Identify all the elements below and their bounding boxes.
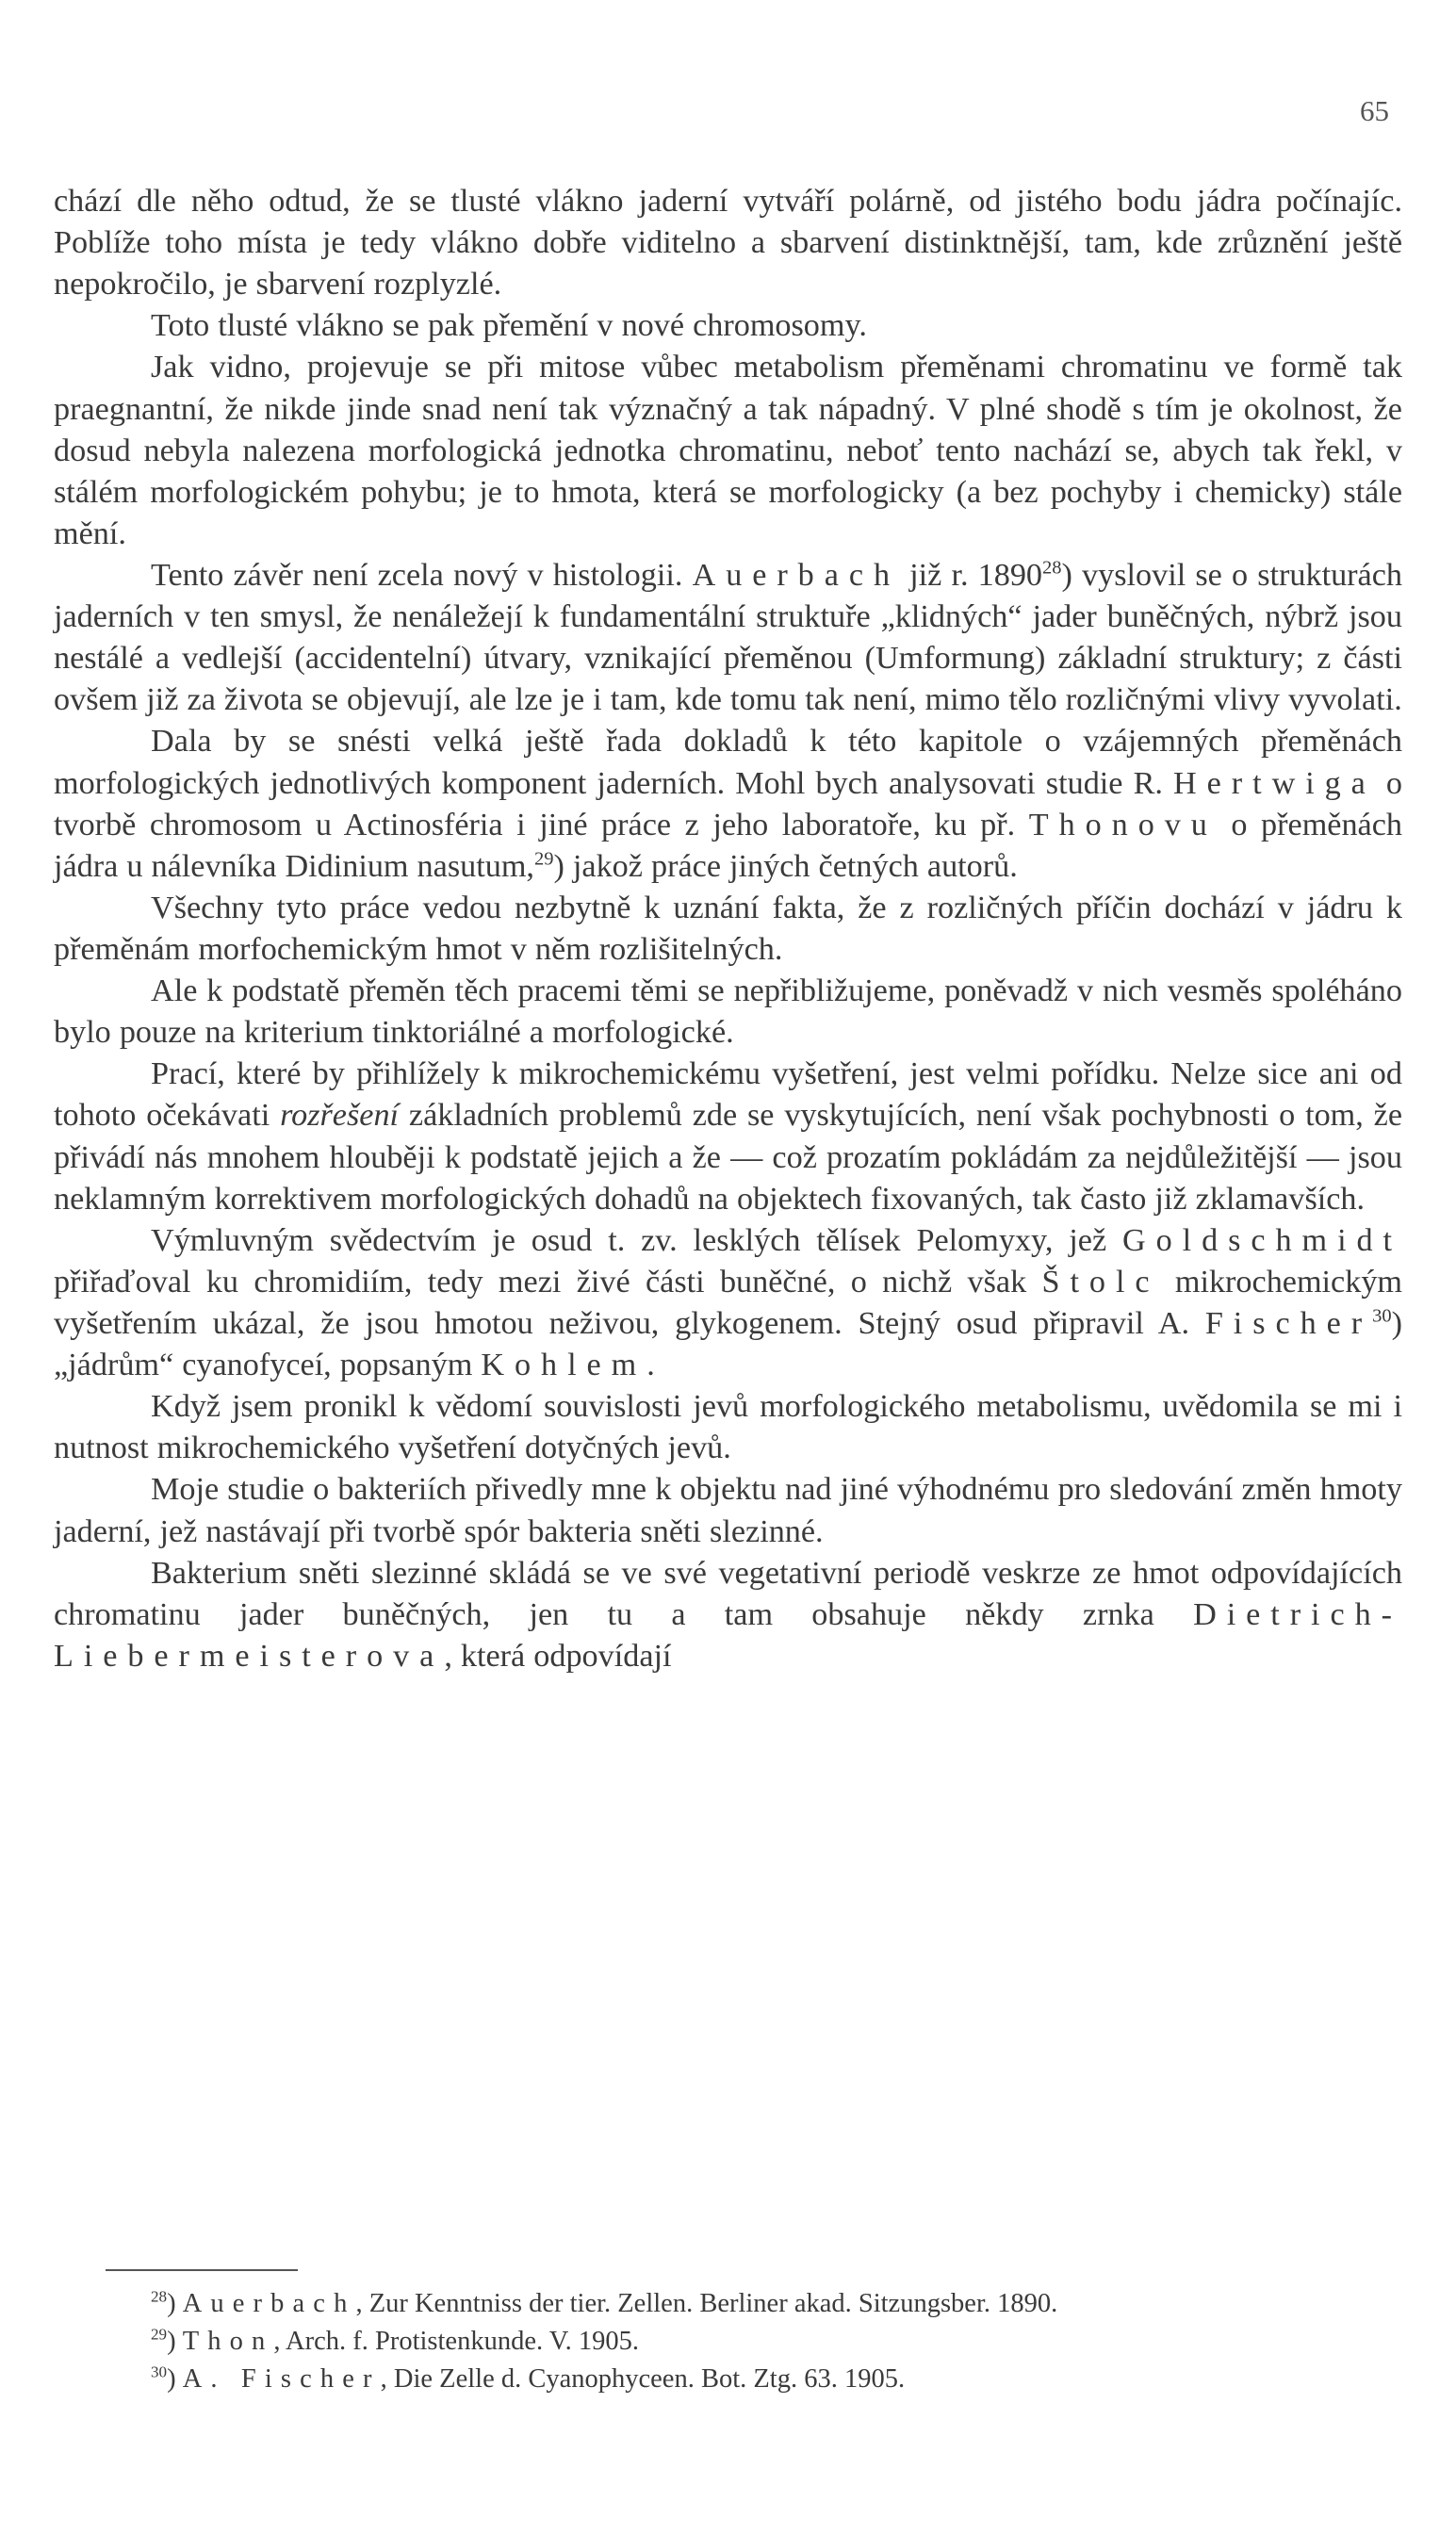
- author-name: Thonovu: [1028, 807, 1218, 842]
- author-name: Štolc: [1041, 1264, 1160, 1300]
- footnote-ref[interactable]: 29: [533, 848, 554, 870]
- author-name: Dietrich-Liebermeisterova: [54, 1596, 1402, 1674]
- body-text: [54, 181, 1402, 1677]
- footnote-author: A. Fischer: [182, 2363, 381, 2394]
- paragraph-1: chází dle něho odtud, že se tlusté vlákno jaderní vytváří polárně, od jistého bodu jádra počínajíc. Poblíže toho místa je tedy vlákno dobře viditelno a sbarvení distinktnější, tam, kde zrůznění ještě nepokročilo, je sbarvení rozplyzlé.: [54, 184, 1402, 302]
- footnote-30: $^{30}$) A. Fischer, Die Zelle d. Cyanophyceen. Bot. Ztg. 63. 1905.: [151, 2362, 906, 2394]
- paragraph-5: Dala by se snésti velká ještě řada dokladů k této kapitole o vzájemných přeměnách morfologických jednotlivých komponent jaderních. Mohl bych analysovati studie R. Hertwiga o tvorbě chromosom u Actinosféria i jiné práce z jeho laboratoře, ku př. Thonovu o přeměnách jádra u nálevníka Didinium nasutum,$^{29}$) jakož práce jiných četných autorů.: [54, 724, 1403, 884]
- footnote-mark: 29: [151, 2325, 168, 2344]
- paragraph-11: Moje studie o bakteriích přivedly mne k objektu nad jiné výhodnému pro sledování změn hmoty jaderní, jež nastávají při tvorbě spór bakteria sněti slezinné.: [54, 1472, 1402, 1549]
- paragraph-8: Prací, které by přihlížely k mikrochemickému vyšetření, jest velmi pořídku. Nelze sice ani od tohoto očekávati rozřešení základních problemů zde se vyskytujících, není však pochybnosti o tom, že přivádí nás mnohem hlouběji k podstatě jejich a že — což prozatím pokládám za nejdůležitější — jsou neklamným korrektivem morfologických dohadů na objektech fixovaných, tak často již zklamavších.: [54, 1056, 1403, 1217]
- footnote-author: Auerbach: [182, 2289, 356, 2318]
- author-name: Goldschmidt: [1121, 1222, 1402, 1258]
- footnote-author: Thon: [182, 2326, 274, 2356]
- paragraph-7: Ale k podstatě přeměn těch pracemi těmi se nepřibližujeme, poněvadž v nich vesměs spoléháno bylo pouze na kriterium tinktoriálné a morfologické.: [54, 973, 1402, 1051]
- footnote-ref[interactable]: 30: [1372, 1305, 1392, 1327]
- footnote-mark: 30: [151, 2362, 168, 2381]
- paragraph-12: Bakterium sněti slezinné skládá se ve své vegetativní periodě veskrze ze hmot odpovídajících chromatinu jader buněčných, jen tu a tam obsahuje někdy zrnka Dietrich-Liebermeisterova, která odpovídají: [54, 1555, 1402, 1674]
- author-name: Kohlem: [481, 1348, 647, 1383]
- author-name: Fischer: [1204, 1305, 1373, 1341]
- paragraph-10: Když jsem pronikl k vědomí souvislosti jevů morfologického metabolismu, uvědomila se mi i nutnost mikrochemického vyšetření dotyčných jevů.: [54, 1389, 1402, 1466]
- footnote-28: $^{28}$) Auerbach, Zur Kenntniss der tier. Zellen. Berliner akad. Sitzungsber. 1890.: [151, 2287, 1058, 2318]
- paragraph-3: Jak vidno, projevuje se při mitose vůbec metabolism přeměnami chromatinu ve formě tak praegnantní, že nikde jinde snad není tak význačný a tak nápadný. V plné shodě s tím je okolnost, že dosud nebyla nalezena morfologická jednotka chromatinu, neboť tento nachází se, abych tak řekl, v stálém morfologickém pohybu; je to hmota, která se morfologicky (a bez pochyby i chemicky) stále mění.: [54, 350, 1402, 551]
- paragraph-2: Toto tlusté vlákno se pak přemění v nové chromosomy.: [151, 308, 867, 344]
- footnote-divider: [106, 2269, 298, 2271]
- author-name: Auerbach: [692, 557, 900, 593]
- page-number: 65: [1360, 94, 1389, 127]
- paragraph-6: Všechny tyto práce vedou nezbytně k uznání fakta, že z rozličných příčin dochází v jádru k přeměnám morfochemickým hmot v něm rozlišitelných.: [54, 890, 1402, 967]
- footnote-29: $^{29}$) Thon, Arch. f. Protistenkunde. V. 1905.: [151, 2325, 640, 2356]
- footnotes: [151, 2285, 1404, 2398]
- footnote-mark: 28: [151, 2287, 168, 2306]
- emphasis: rozřešení: [280, 1098, 400, 1134]
- paragraph-4: Tento závěr není zcela nový v histologii. Auerbach již r. 1890$^{28}$) vyslovil se o strukturách jaderních v ten smysl, že nenáležejí k fundamentální struktuře „klidných“ jader buněčných, nýbrž jsou nestálé a vedlejší (accidentelní) útvary, vznikající přeměnou (Umformung) základní struktury; z části ovšem již za života se objevují, ale lze je i tam, kde tomu tak není, mimo tělo rozličnými vlivy vyvolati.: [54, 557, 1403, 718]
- paragraph-9: Výmluvným svědectvím je osud t. zv. lesklých tělísek Pelomyxy, jež Goldschmidt přiřaďoval ku chromidiím, tedy mezi živé části buněčné, o nichž však Štolc mikrochemickým vyšetřením ukázal, že jsou hmotou neživou, glykogenem. Stejný osud připravil A. Fischer$^{30}$) „jádrům“ cyanofyceí, popsaným Kohlem.: [54, 1222, 1403, 1383]
- author-name: Hertwiga: [1173, 765, 1376, 801]
- footnote-ref[interactable]: 28: [1042, 557, 1062, 579]
